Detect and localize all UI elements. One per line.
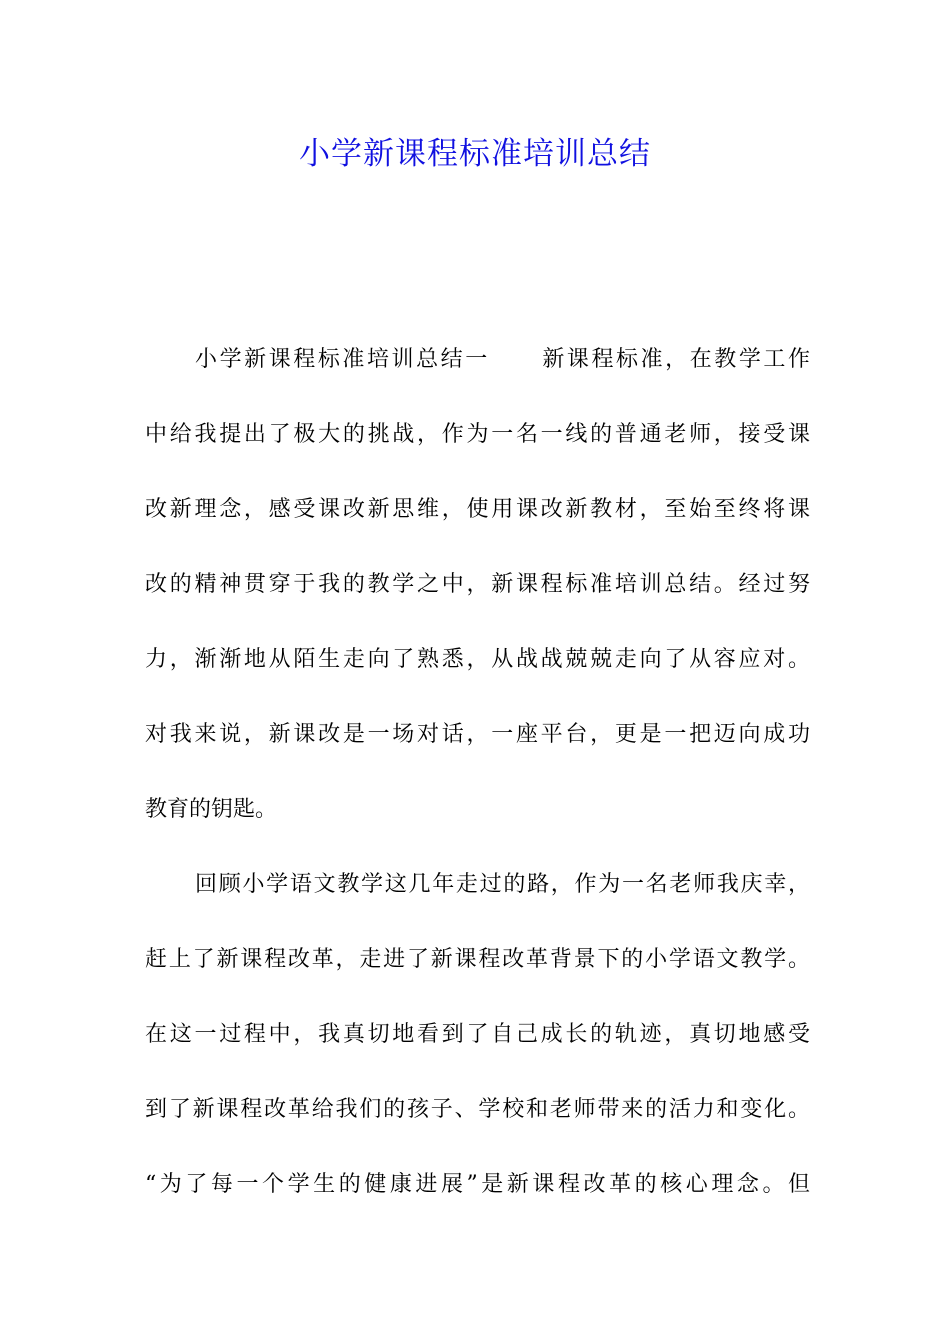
document-title: 小学新课程标准培训总结 [299,136,651,172]
document-body [145,336,810,1236]
paragraph-line: 改新理念，感受课改新思维，使用课改新教材，至始至终将课 [145,497,810,522]
paragraph-line: 改的精神贯穿于我的教学之中，新课程标准培训总结。经过努 [145,572,810,597]
paragraph-line: 对我来说，新课改是一场对话，一座平台，更是一把迈向成功 [145,722,810,747]
section-heading-inline: 小学新课程标准培训总结一 [195,347,490,372]
paragraph-line: 赶上了新课程改革，走进了新课程改革背景下的小学语文教学。 [145,947,810,972]
paragraph-line: 到了新课程改革给我们的孩子、学校和老师带来的活力和变化。 [145,1097,810,1122]
paragraph-line: 回顾小学语文教学这几年走过的路，作为一名老师我庆幸， [195,872,810,897]
paragraph-text: 新课程标准，在教学工作 [539,347,810,372]
paragraph-line [145,336,810,411]
paragraph-line: 力，渐渐地从陌生走向了熟悉，从战战兢兢走向了从容应对。 [145,647,810,672]
paragraph-line: “为了每一个学生的健康进展”是新课程改革的核心理念。但 [145,1172,810,1197]
paragraph-line: 教育的钥匙。 [145,797,278,822]
paragraph-line: 中给我提出了极大的挑战，作为一名一线的普通老师，接受课 [145,422,810,447]
paragraph-line: 在这一过程中，我真切地看到了自己成长的轨迹，真切地感受 [145,1022,810,1047]
